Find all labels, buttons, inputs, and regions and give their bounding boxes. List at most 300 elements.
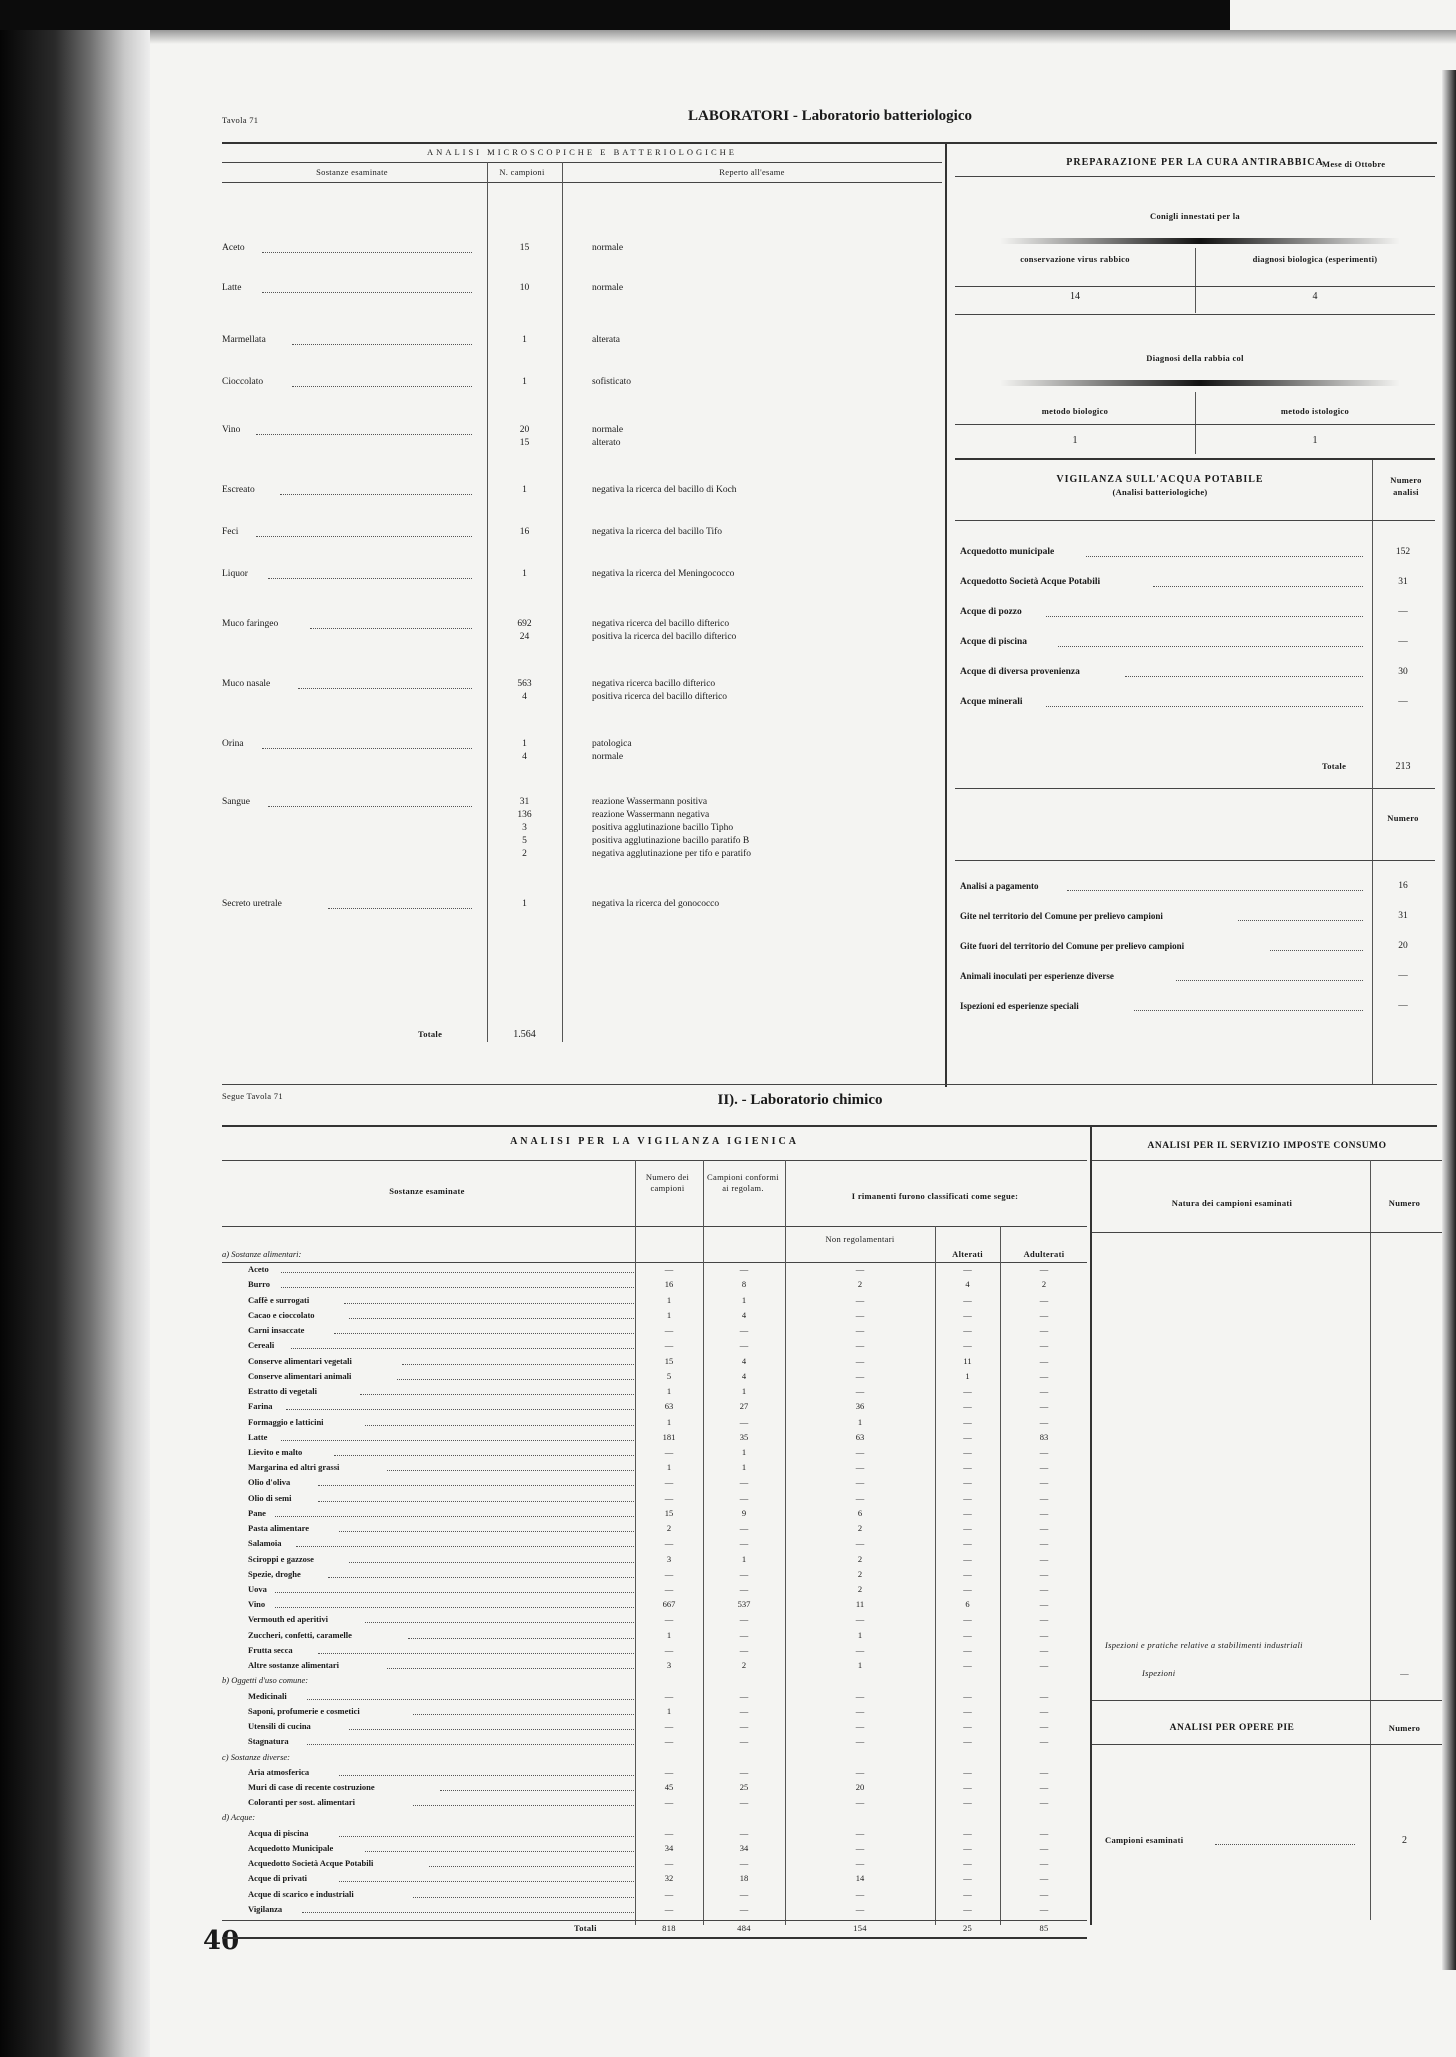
rule	[955, 458, 1435, 460]
conigli-val1: 14	[1070, 291, 1080, 302]
leader-dots	[413, 1714, 634, 1715]
igienica-row-ad: —	[1039, 1523, 1049, 1533]
leader-dots	[349, 1318, 634, 1319]
igienica-row-ad: —	[1039, 1371, 1049, 1381]
leader-dots	[440, 1790, 635, 1791]
altre-row-label: Gite fuori del territorio del Comune per prelievo campioni	[960, 941, 1185, 951]
analisi-row-name: Secreto uretrale	[222, 899, 282, 909]
igienica-row-nr: —	[855, 1493, 865, 1503]
igienica-row-n: —	[664, 1797, 674, 1807]
igienica-heading: ANALISI PER LA VIGILANZA IGIENICA	[510, 1136, 799, 1147]
igienica-row-n: —	[664, 1904, 674, 1914]
igienica-row-n: —	[664, 1645, 674, 1655]
leader-dots	[318, 1501, 634, 1502]
igienica-col-conformi: Campioni conformi ai regolam.	[707, 1172, 779, 1193]
igienica-row-label: Coloranti per sost. alimentari	[248, 1797, 356, 1807]
imposte-col-natura: Natura dei campioni esaminati	[1171, 1198, 1293, 1208]
igienica-row-n: 1	[666, 1310, 672, 1320]
igienica-row-nr: —	[855, 1721, 865, 1731]
igienica-row-label: Acque di scarico e industriali	[248, 1889, 354, 1899]
igienica-row-n: —	[664, 1858, 674, 1868]
vigilanza-row-label: Acquedotto municipale	[960, 547, 1055, 557]
igienica-row-ad: —	[1039, 1873, 1049, 1883]
igienica-row-c: —	[739, 1614, 749, 1624]
igienica-row-ad: —	[1039, 1584, 1049, 1594]
igienica-row-label: Pasta alimentare	[248, 1523, 309, 1533]
igienica-row-nr: —	[855, 1386, 865, 1396]
rule	[1092, 1700, 1442, 1701]
vigilanza-heading: VIGILANZA SULL'ACQUA POTABILE	[1056, 474, 1264, 485]
analisi-row-count: 16	[519, 527, 530, 537]
igienica-row-c: —	[739, 1630, 749, 1640]
igienica-col-adulterati: Adulterati	[1023, 1249, 1065, 1259]
igienica-row-label: Acqua di piscina	[248, 1828, 309, 1838]
rule	[955, 314, 1435, 315]
igienica-row-label: Margarina ed altri grassi	[248, 1462, 340, 1472]
vigilanza-row-label: Acque di diversa provenienza	[960, 667, 1080, 677]
igienica-col-numero: Numero dei campioni	[645, 1172, 690, 1193]
altre-row-value: —	[1398, 971, 1408, 981]
igienica-row-al: —	[963, 1721, 972, 1731]
igienica-row-nr: —	[855, 1645, 865, 1655]
igienica-row-c: —	[739, 1264, 749, 1274]
igienica-row-n: —	[664, 1325, 674, 1335]
igienica-col-sostanze: Sostanze esaminate	[389, 1186, 465, 1196]
igienica-row-label: Uova	[248, 1584, 267, 1594]
scan-right-edge	[1442, 70, 1456, 1970]
leader-dots	[298, 688, 472, 689]
igienica-row-n: —	[664, 1691, 674, 1701]
analisi-row-count: 1	[522, 899, 527, 909]
igienica-row-label: a) Sostanze alimentari:	[222, 1249, 302, 1259]
analisi-row-count: 24	[519, 632, 530, 642]
altre-row-label: Ispezioni ed esperienze speciali	[960, 1001, 1079, 1011]
igienica-row-label: Conserve alimentari vegetali	[248, 1356, 352, 1366]
analisi-row-name: Muco nasale	[222, 679, 271, 689]
igienica-row-ad: —	[1039, 1828, 1049, 1838]
igienica-row-label: Vino	[248, 1599, 266, 1609]
igienica-tot-c: 484	[737, 1923, 751, 1933]
igienica-row-c: 8	[741, 1279, 747, 1289]
igienica-row-c: 25	[739, 1782, 749, 1792]
col-sostanze: Sostanze esaminate	[316, 167, 388, 177]
igienica-row-label: Carni insaccate	[248, 1325, 305, 1335]
igienica-row-nr: —	[855, 1797, 865, 1807]
igienica-row-label: Utensili di cucina	[248, 1721, 311, 1731]
analisi-row-name: Sangue	[222, 797, 250, 807]
igienica-row-label: Salamoia	[248, 1538, 282, 1548]
analisi-row-reperto: reazione Wassermann positiva	[592, 797, 708, 807]
altre-col-numero: Numero	[1387, 813, 1419, 823]
altre-row-value: —	[1398, 1001, 1408, 1011]
igienica-row-nr: 2	[857, 1523, 863, 1533]
leader-dots	[268, 578, 472, 579]
antirabbica-heading: PREPARAZIONE PER LA CURA ANTIRABBICA	[1066, 157, 1324, 168]
analisi-row-name: Escreato	[222, 485, 255, 495]
igienica-row-c: —	[739, 1904, 749, 1914]
igienica-row-n: 1	[666, 1630, 672, 1640]
leader-dots	[339, 1531, 634, 1532]
altre-row-value: 20	[1398, 941, 1408, 951]
analisi-row-reperto: reazione Wassermann negativa	[592, 810, 710, 820]
igienica-row-ad: —	[1039, 1310, 1049, 1320]
igienica-row-al: —	[963, 1462, 972, 1472]
leader-dots	[275, 1516, 634, 1517]
igienica-row-n: —	[664, 1767, 674, 1777]
igienica-row-c: —	[739, 1889, 749, 1899]
vigilanza-subheading: (Analisi batteriologiche)	[1112, 487, 1208, 497]
tavola-label: Tavola 71	[222, 115, 259, 125]
analisi-row-count: 31	[519, 797, 530, 807]
leader-dots	[292, 386, 472, 387]
igienica-row-nr: 1	[857, 1417, 863, 1427]
vigilanza-row-label: Acque minerali	[960, 697, 1023, 707]
igienica-row-c: 1	[741, 1462, 747, 1472]
altre-row-label: Animali inoculati per esperienze diverse	[960, 971, 1114, 981]
diagnosi-col1: metodo biologico	[1041, 406, 1109, 416]
analisi-heading: ANALISI MICROSCOPICHE E BATTERIOLOGICHE	[427, 147, 737, 157]
igienica-row-nr: 2	[857, 1584, 863, 1594]
upper-top-rule	[222, 142, 1437, 144]
igienica-row-nr: —	[855, 1447, 865, 1457]
igienica-row-label: Lievito e malto	[248, 1447, 303, 1457]
igienica-row-label: Latte	[248, 1432, 268, 1442]
igienica-row-n: —	[664, 1614, 674, 1624]
diagnosi-col2: metodo istologico	[1280, 406, 1350, 416]
leader-dots	[360, 1394, 634, 1395]
leader-dots	[339, 1881, 634, 1882]
analisi-row-count: 136	[517, 810, 532, 820]
analisi-row-count: 5	[522, 836, 527, 846]
imposte-ispezioni-value: —	[1400, 1668, 1409, 1678]
igienica-row-n: 15	[664, 1356, 674, 1366]
leader-dots	[307, 1699, 634, 1700]
leader-dots	[429, 1866, 634, 1867]
igienica-row-c: 1	[741, 1554, 747, 1564]
leader-dots	[1058, 646, 1363, 647]
igienica-row-label: Altre sostanze alimentari	[248, 1660, 339, 1670]
igienica-row-al: —	[963, 1386, 972, 1396]
igienica-row-al: —	[963, 1630, 972, 1640]
leader-dots	[302, 1912, 634, 1913]
igienica-row-al: —	[963, 1569, 972, 1579]
igienica-row-al: —	[963, 1417, 972, 1427]
leader-dots	[292, 344, 472, 345]
upper-bottom-rule	[222, 1084, 1437, 1085]
igienica-row-ad: —	[1039, 1767, 1049, 1777]
igienica-row-al: —	[963, 1340, 972, 1350]
igienica-row-label: Olio d'oliva	[248, 1477, 291, 1487]
igienica-row-al: —	[963, 1797, 972, 1807]
leader-dots	[310, 628, 472, 629]
igienica-row-nr: 11	[855, 1599, 865, 1609]
igienica-tot-al: 25	[962, 1923, 973, 1933]
igienica-row-nr: 1	[857, 1630, 863, 1640]
leader-dots	[334, 1333, 635, 1334]
igienica-tot-ad: 85	[1039, 1923, 1049, 1933]
opere-pie-row-label: Campioni esaminati	[1105, 1835, 1184, 1845]
analisi-row-count: 15	[519, 243, 530, 253]
igienica-row-ad: —	[1039, 1295, 1049, 1305]
igienica-row-label: Pane	[248, 1508, 266, 1518]
igienica-row-nr: 2	[857, 1554, 863, 1564]
igienica-row-label: Muri di case di recente costruzione	[248, 1782, 375, 1792]
igienica-row-al: —	[963, 1523, 972, 1533]
opere-pie-heading: ANALISI PER OPERE PIE	[1169, 1723, 1295, 1733]
vigilanza-row-value: —	[1398, 607, 1408, 617]
month-label: Mese di Ottobre	[1322, 159, 1386, 169]
analisi-totale-label: Totale	[418, 1029, 443, 1039]
igienica-row-c: —	[739, 1477, 749, 1487]
analisi-row-reperto: alterato	[592, 438, 621, 448]
igienica-row-c: —	[739, 1858, 749, 1868]
igienica-row-label: Medicinali	[248, 1691, 287, 1701]
igienica-row-c: —	[739, 1736, 749, 1746]
section-divider	[1090, 1125, 1092, 1925]
conigli-col1: conservazione virus rabbico	[1020, 254, 1130, 264]
altre-row-label: Analisi a pagamento	[960, 881, 1039, 891]
analisi-row-reperto: positiva la ricerca del bacillo difterico	[592, 632, 737, 642]
igienica-row-c: 4	[741, 1356, 747, 1366]
leader-dots	[328, 908, 472, 909]
col-divider	[1370, 1710, 1371, 1920]
leader-dots	[344, 1303, 634, 1304]
analisi-row-count: 1	[522, 335, 527, 345]
analisi-row-count: 20	[519, 425, 530, 435]
leader-dots	[1153, 586, 1363, 587]
igienica-row-al: 6	[965, 1599, 970, 1609]
igienica-row-nr: 2	[857, 1279, 863, 1289]
leader-dots	[275, 1607, 634, 1608]
leader-dots	[365, 1425, 634, 1426]
analisi-row-count: 15	[519, 438, 530, 448]
igienica-row-al: —	[963, 1767, 972, 1777]
book-binding-shadow	[0, 30, 150, 2057]
analisi-row-reperto: negativa agglutinazione per tifo e paratifo	[592, 849, 752, 859]
scan-dark-top-band	[0, 0, 1230, 30]
leader-dots	[268, 806, 472, 807]
igienica-row-ad: —	[1039, 1356, 1049, 1366]
analisi-row-count: 3	[522, 823, 527, 833]
leader-dots	[256, 536, 472, 537]
igienica-row-nr: —	[855, 1706, 865, 1716]
leader-dots	[291, 1348, 634, 1349]
igienica-row-label: Aceto	[248, 1264, 269, 1274]
leader-dots	[339, 1836, 634, 1837]
igienica-row-nr: 36	[855, 1401, 865, 1411]
igienica-row-nr: 6	[857, 1508, 863, 1518]
igienica-row-c: —	[739, 1721, 749, 1731]
analisi-row-reperto: positiva agglutinazione bacillo Tipho	[592, 823, 734, 833]
analisi-row-reperto: negativa la ricerca del bacillo Tifo	[592, 527, 723, 537]
igienica-row-nr: —	[855, 1356, 865, 1366]
igienica-row-al: —	[963, 1645, 972, 1655]
analisi-row-reperto: normale	[592, 752, 624, 762]
igienica-row-c: —	[739, 1645, 749, 1655]
leader-dots	[365, 1851, 634, 1852]
igienica-row-n: 16	[664, 1279, 674, 1289]
vigilanza-col-numero: Numero analisi	[1390, 475, 1422, 497]
leader-dots	[1176, 980, 1363, 981]
analisi-row-count: 4	[522, 692, 527, 702]
leader-dots	[280, 494, 472, 495]
analisi-row-count: 1	[522, 739, 527, 749]
igienica-row-c: 4	[741, 1310, 747, 1320]
igienica-col-alterati: Alterati	[952, 1249, 983, 1259]
igienica-row-label: Formaggio e latticini	[248, 1417, 324, 1427]
igienica-row-ad: —	[1039, 1417, 1049, 1427]
leader-dots	[262, 252, 472, 253]
igienica-row-nr: —	[855, 1828, 865, 1838]
igienica-row-ad: —	[1039, 1645, 1049, 1655]
col-campioni: N. campioni	[499, 167, 545, 177]
igienica-row-n: —	[664, 1538, 674, 1548]
brace-wedge	[1000, 380, 1400, 386]
rule	[955, 176, 1435, 177]
analisi-row-reperto: negativa la ricerca del bacillo di Koch	[592, 485, 737, 495]
leader-dots	[1046, 616, 1363, 617]
lower-title: II). - Laboratorio chimico	[717, 1092, 883, 1108]
igienica-row-ad: —	[1039, 1660, 1049, 1670]
leader-dots	[408, 1638, 634, 1639]
igienica-row-ad: —	[1039, 1447, 1049, 1457]
igienica-row-al: —	[963, 1660, 972, 1670]
vigilanza-row-value: 152	[1395, 547, 1411, 557]
igienica-row-n: 63	[664, 1401, 674, 1411]
igienica-row-ad: —	[1039, 1554, 1049, 1564]
igienica-row-c: —	[739, 1325, 749, 1335]
analisi-row-count: 4	[522, 752, 527, 762]
leader-dots	[402, 1364, 634, 1365]
col-divider	[1195, 248, 1196, 313]
igienica-row-ad: —	[1039, 1904, 1049, 1914]
analisi-row-reperto: normale	[592, 243, 624, 253]
igienica-row-label: Zuccheri, confetti, caramelle	[248, 1630, 352, 1640]
igienica-row-c: 1	[741, 1386, 747, 1396]
imposte-ispezioni-text: Ispezioni e pratiche relative a stabilimenti industriali	[1105, 1640, 1303, 1650]
section-divider	[945, 142, 947, 1087]
igienica-row-al: 11	[963, 1356, 972, 1366]
analisi-row-count: 1	[522, 485, 527, 495]
rule	[222, 1920, 1087, 1921]
vigilanza-row-value: 30	[1398, 667, 1408, 677]
igienica-row-al: 1	[965, 1371, 970, 1381]
igienica-row-nr: 1	[857, 1660, 863, 1670]
igienica-col-nonreg: Non regolamentari	[825, 1234, 895, 1244]
leader-dots	[281, 1272, 635, 1273]
analisi-row-count: 1	[522, 377, 527, 387]
leader-dots	[1134, 1010, 1363, 1011]
analisi-totale-value: 1.564	[513, 1029, 536, 1040]
igienica-row-label: Estratto di vegetali	[248, 1386, 317, 1396]
igienica-row-c: —	[739, 1797, 749, 1807]
igienica-row-c: 18	[739, 1873, 749, 1883]
igienica-row-n: 3	[666, 1554, 672, 1564]
igienica-row-al: —	[963, 1736, 972, 1746]
vigilanza-row-label: Acque di piscina	[960, 637, 1028, 647]
igienica-row-n: 5	[666, 1371, 672, 1381]
igienica-row-al: —	[963, 1782, 972, 1792]
igienica-row-label: Spezie, droghe	[248, 1569, 301, 1579]
opere-pie-col-numero: Numero	[1388, 1723, 1421, 1733]
igienica-row-nr: —	[855, 1691, 865, 1701]
altre-row-label: Gite nel territorio del Comune per prelievo campioni	[960, 911, 1163, 921]
rule	[955, 860, 1435, 861]
igienica-row-al: —	[963, 1554, 972, 1564]
igienica-row-label: Frutta secca	[248, 1645, 293, 1655]
igienica-row-ad: —	[1039, 1493, 1049, 1503]
igienica-row-ad: —	[1039, 1630, 1049, 1640]
page-number: 40	[203, 1926, 240, 1956]
igienica-row-al: —	[963, 1843, 972, 1853]
leader-dots	[275, 1592, 634, 1593]
igienica-row-al: —	[963, 1508, 972, 1518]
igienica-row-nr: —	[855, 1325, 865, 1335]
leader-dots	[281, 1287, 635, 1288]
analisi-row-name: Marmellata	[222, 335, 266, 345]
igienica-row-n: 1	[666, 1386, 672, 1396]
altre-row-value: 31	[1398, 911, 1408, 921]
igienica-row-nr: —	[855, 1477, 865, 1487]
leader-dots	[365, 1622, 634, 1623]
igienica-row-c: 35	[739, 1432, 749, 1442]
igienica-row-nr: —	[855, 1858, 865, 1868]
igienica-row-label: Cereali	[248, 1340, 275, 1350]
rule	[955, 424, 1435, 425]
igienica-row-c: 27	[739, 1401, 749, 1411]
conigli-val2: 4	[1312, 291, 1318, 302]
analisi-row-reperto: patologica	[592, 739, 632, 749]
leader-dots	[262, 292, 472, 293]
conigli-col2: diagnosi biologica (esperimenti)	[1252, 254, 1378, 264]
igienica-row-nr: —	[855, 1264, 865, 1274]
igienica-row-ad: —	[1039, 1843, 1049, 1853]
analisi-row-reperto: negativa ricerca bacillo difterico	[592, 679, 716, 689]
igienica-row-label: Vermouth ed aperitivi	[248, 1614, 328, 1624]
igienica-row-ad: —	[1039, 1401, 1049, 1411]
igienica-row-ad: —	[1039, 1386, 1049, 1396]
analisi-row-name: Liquor	[222, 569, 248, 579]
igienica-row-n: 1	[666, 1295, 672, 1305]
igienica-row-ad: —	[1039, 1782, 1049, 1792]
igienica-row-label: b) Oggetti d'uso comune:	[222, 1675, 309, 1685]
leader-dots	[387, 1470, 635, 1471]
igienica-row-label: Aria atmosferica	[248, 1767, 310, 1777]
igienica-row-ad: —	[1039, 1538, 1049, 1548]
igienica-row-nr: —	[855, 1340, 865, 1350]
analisi-row-name: Orina	[222, 739, 244, 749]
igienica-row-ad: —	[1039, 1340, 1049, 1350]
leader-dots	[1215, 1844, 1355, 1845]
analisi-row-reperto: negativa la ricerca del Meningococco	[592, 569, 735, 579]
igienica-row-nr: —	[855, 1767, 865, 1777]
rule	[222, 162, 942, 163]
col-divider	[1372, 460, 1373, 790]
igienica-row-c: —	[739, 1584, 749, 1594]
igienica-row-n: —	[664, 1447, 674, 1457]
analisi-row-name: Muco faringeo	[222, 619, 279, 629]
rule	[1092, 1232, 1442, 1233]
rule	[785, 1226, 1087, 1227]
analisi-row-reperto: negativa ricerca del bacillo difterico	[592, 619, 730, 629]
igienica-row-label: d) Acque:	[222, 1812, 256, 1822]
leader-dots	[349, 1562, 634, 1563]
rule	[955, 520, 1435, 521]
igienica-row-c: —	[739, 1691, 749, 1701]
igienica-row-label: c) Sostanze diverse:	[222, 1752, 290, 1762]
igienica-row-nr: 14	[855, 1873, 865, 1883]
analisi-row-reperto: positiva ricerca del bacillo difterico	[592, 692, 728, 702]
